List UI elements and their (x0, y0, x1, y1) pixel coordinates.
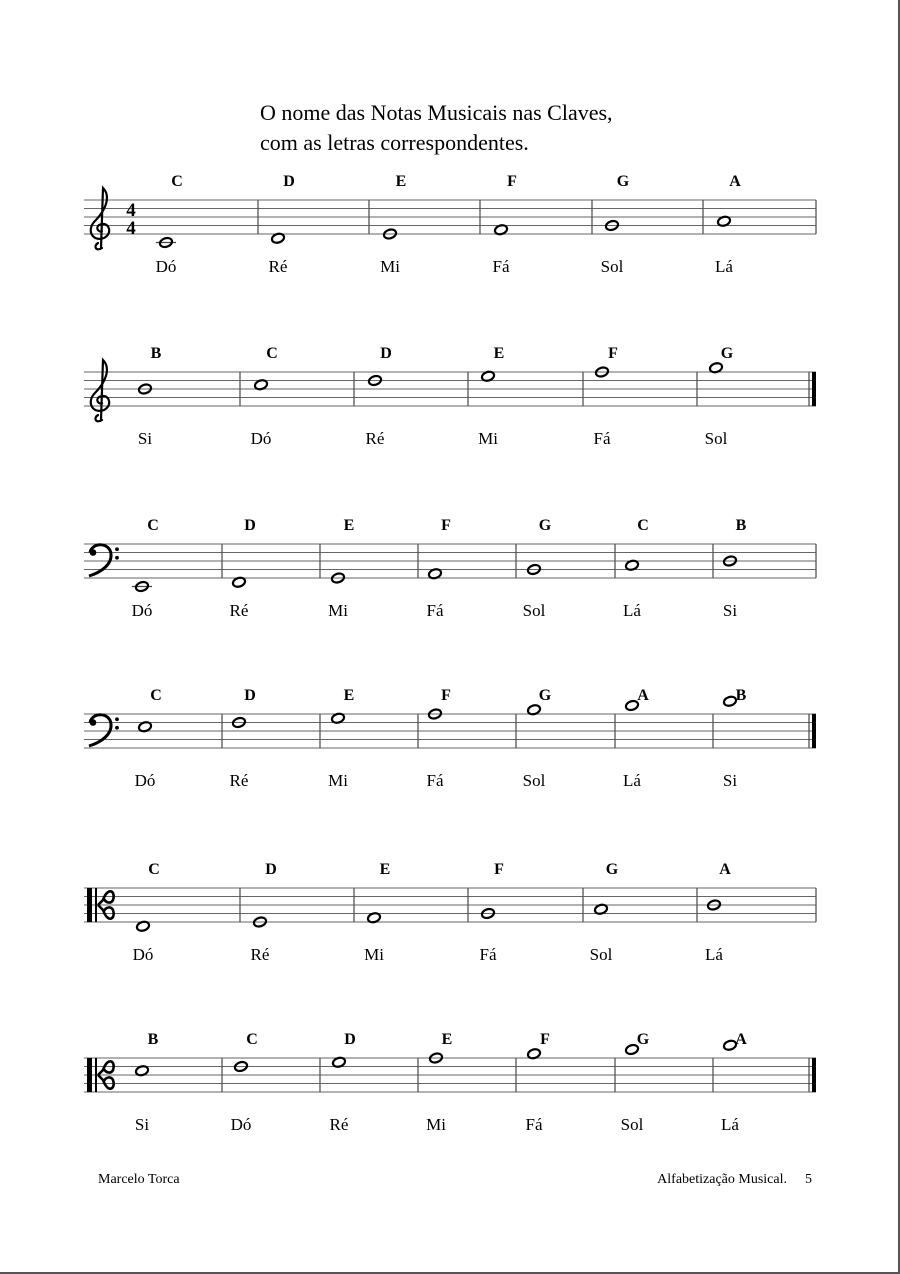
note-letter: D (244, 517, 256, 534)
bass-clef-icon (89, 545, 119, 576)
treble-clef-icon (91, 188, 109, 249)
final-barline-thick (812, 372, 816, 406)
note-name: Fá (593, 429, 611, 448)
staff-system (84, 345, 816, 448)
note-letter: C (171, 173, 183, 190)
note-name: Mi (328, 601, 348, 620)
note-letter: E (379, 861, 391, 878)
treble-clef-icon (91, 360, 109, 421)
note-letter: B (150, 345, 162, 362)
note-name: Ré (329, 1115, 349, 1134)
note-name: Fá (525, 1115, 543, 1134)
note-name: Ré (250, 945, 270, 964)
note-name: Dó (134, 771, 156, 790)
note-letter: E (343, 517, 355, 534)
staff-system (84, 1031, 816, 1134)
note-name: Mi (380, 257, 400, 276)
note-name: Ré (229, 601, 249, 620)
note-letter: F (441, 517, 451, 534)
staff-system (84, 687, 816, 790)
note-letter: C (246, 1031, 258, 1048)
note-letter: A (729, 173, 741, 190)
final-barline-thick (812, 714, 816, 748)
note-letter: D (380, 345, 392, 362)
note-name: Si (722, 771, 738, 790)
note-name: Mi (364, 945, 384, 964)
note-letter: F (441, 687, 451, 704)
note-letter: F (494, 861, 504, 878)
note-name: Lá (623, 601, 641, 620)
note-name: Fá (426, 601, 444, 620)
note-name: Lá (623, 771, 641, 790)
time-signature-bottom: 4 (126, 218, 136, 239)
note-name: Sol (600, 257, 624, 276)
note-letter: B (735, 687, 747, 704)
note-name: Ré (229, 771, 249, 790)
note-name: Lá (705, 945, 723, 964)
note-letter: C (266, 345, 278, 362)
note-name: Si (134, 1115, 150, 1134)
note-name: Sol (522, 771, 546, 790)
note-name: Dó (230, 1115, 252, 1134)
note-name: Si (137, 429, 153, 448)
note-letter: D (244, 687, 256, 704)
note-letter: C (150, 687, 162, 704)
note-name: Mi (328, 771, 348, 790)
note-letter: E (441, 1031, 453, 1048)
note-letter: G (538, 687, 552, 704)
final-barline-thick (812, 1058, 816, 1092)
note-name: Sol (620, 1115, 644, 1134)
note-letter: A (735, 1031, 747, 1048)
note-letter: B (735, 517, 747, 534)
note-name: Dó (132, 945, 154, 964)
note-name: Sol (704, 429, 728, 448)
staff-system (84, 517, 816, 620)
note-letter: G (605, 861, 619, 878)
note-name: Fá (479, 945, 497, 964)
note-letter: G (636, 1031, 650, 1048)
note-letter: E (343, 687, 355, 704)
note-letter: C (147, 517, 159, 534)
note-letter: B (147, 1031, 159, 1048)
note-letter: F (608, 345, 618, 362)
note-letter: A (719, 861, 731, 878)
note-letter: D (344, 1031, 356, 1048)
note-letter: C (637, 517, 649, 534)
note-name: Dó (155, 257, 177, 276)
note-letter: D (265, 861, 277, 878)
note-letter: E (493, 345, 505, 362)
note-letter: D (283, 173, 295, 190)
note-name: Mi (426, 1115, 446, 1134)
whole-note (156, 236, 176, 248)
note-name: Sol (522, 601, 546, 620)
note-name: Ré (365, 429, 385, 448)
note-name: Sol (589, 945, 613, 964)
time-signature-top: 4 (126, 200, 136, 221)
note-name: Lá (715, 257, 733, 276)
note-letter: F (507, 173, 517, 190)
note-name: Mi (478, 429, 498, 448)
title-line-2: com as letras correspondentes. (260, 130, 529, 155)
note-name: Fá (492, 257, 510, 276)
note-letter: F (540, 1031, 550, 1048)
note-name: Si (722, 601, 738, 620)
note-letter: A (637, 687, 649, 704)
staff-system (84, 861, 816, 964)
note-letter: E (395, 173, 407, 190)
staff-system (84, 173, 816, 276)
note-name: Ré (268, 257, 288, 276)
bass-clef-icon (89, 715, 119, 746)
page-number: 5 (805, 1172, 812, 1187)
note-name: Fá (426, 771, 444, 790)
footer-author: Marcelo Torca (98, 1172, 180, 1187)
footer-book-title: Alfabetização Musical. (657, 1172, 787, 1187)
note-letter: G (720, 345, 734, 362)
title-line-1: O nome das Notas Musicais nas Claves, (260, 100, 613, 125)
note-letter: G (616, 173, 630, 190)
note-letter: G (538, 517, 552, 534)
note-letter: C (148, 861, 160, 878)
note-name: Dó (131, 601, 153, 620)
whole-note (132, 580, 152, 592)
note-name: Dó (250, 429, 272, 448)
note-name: Lá (721, 1115, 739, 1134)
footer-book-info (657, 1172, 812, 1188)
